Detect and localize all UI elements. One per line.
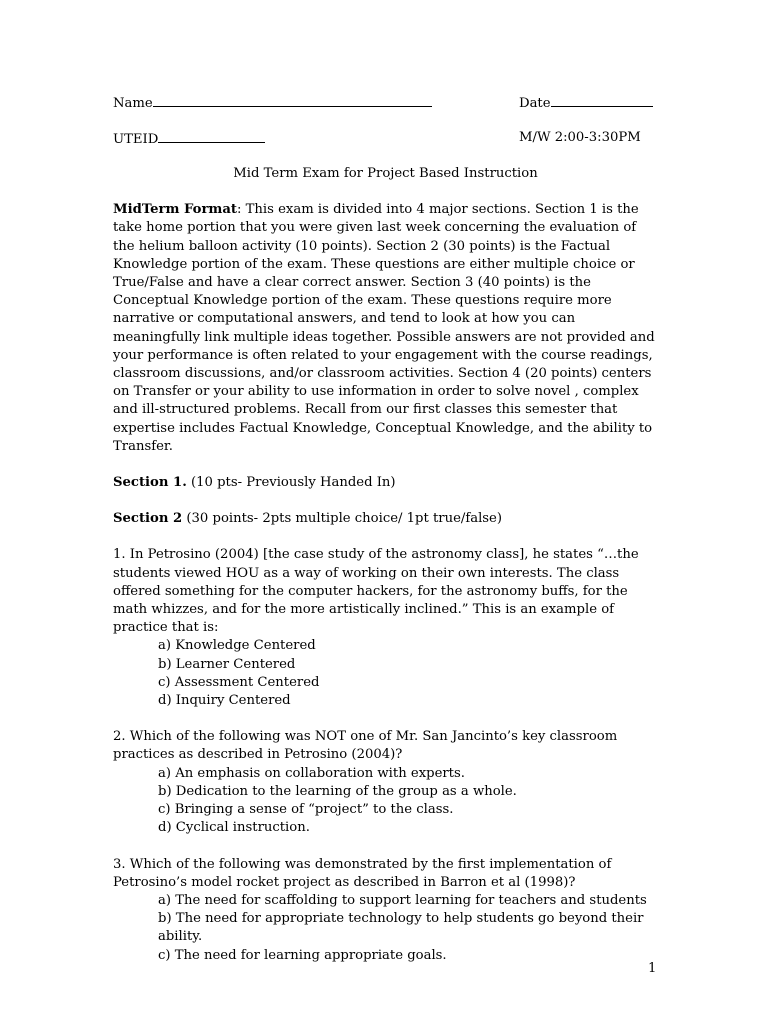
date-field: [519, 93, 653, 113]
question-3-option-c: c) The need for learning appropriate goals.: [158, 947, 447, 963]
uteid-field: [113, 129, 265, 149]
uteid-schedule-row: [113, 129, 658, 147]
question-2-option-a: a) An emphasis on collaboration with experts.: [158, 765, 465, 781]
format-paragraph: [113, 201, 658, 456]
format-text: : This exam is divided into 4 major sections. Section 1 is the take home portion that you were given last week concerning the evaluation of the helium balloon activity (10 points). Section 2 (30 points) is the Factual Knowledge portion of the exam. These questions are either multiple choice or True/False and have a clear correct answer. Section 3 (40 points) is the Conceptual Knowledge portion of the exam. These questions require more narrative or computational answers, and tend to look at how you can meaningfully link multiple ideas together. Possible answers are not provided and your performance is often related to your engagement with the course readings, classroom discussions, and/or classroom activities. Section 4 (20 points) centers on Transfer or your ability to use information in order to solve novel , complex and ill-structured problems. Recall from our first classes this semester that expertise includes Factual Knowledge, Conceptual Knowledge, and the ability to Transfer.: [113, 202, 655, 454]
exam-page: [113, 93, 658, 983]
name-field: [113, 93, 432, 113]
format-label: MidTerm Format: [113, 202, 237, 218]
question-1: [113, 546, 658, 710]
section-1-text: (10 pts- Previously Handed In): [186, 475, 396, 491]
uteid-label: UTEID: [113, 132, 159, 147]
section-2-heading: [113, 510, 658, 528]
page-number: 1: [648, 961, 657, 976]
question-1-option-d: d) Inquiry Centered: [158, 693, 291, 709]
section-1-label: Section 1.: [113, 475, 187, 491]
section-2-text: (30 points- 2pts multiple choice/ 1pt true/false): [182, 511, 503, 527]
question-2-options: [113, 765, 658, 838]
question-1-options: [113, 637, 658, 710]
question-2: [113, 728, 658, 837]
date-blank-line: [551, 93, 653, 107]
question-3-option-a: a) The need for scaffolding to support learning for teachers and students: [158, 892, 647, 908]
question-1-option-b: b) Learner Centered: [158, 656, 296, 672]
name-blank-line: [153, 93, 432, 107]
section-2-label: Section 2: [113, 511, 183, 527]
question-3-options: [113, 892, 658, 965]
question-1-text: 1. In Petrosino (2004) [the case study of the astronomy class], he states “…the students viewed HOU as a way of working on their own interests. The class offered something for the computer hackers, for the astronomy buffs, for the math whizzes, and for the more artistically inclined.” This is an example of practice that is:: [113, 547, 639, 636]
section-1-heading: [113, 474, 658, 492]
name-date-row: [113, 93, 658, 111]
question-2-text: 2. Which of the following was NOT one of Mr. San Jancinto’s key classroom practices as described in Petrosino (2004)?: [113, 729, 618, 763]
question-1-option-a: a) Knowledge Centered: [158, 638, 316, 654]
question-2-option-d: d) Cyclical instruction.: [158, 820, 310, 836]
date-label: Date: [519, 96, 551, 111]
question-3-option-b: b) The need for appropriate technology to help students go beyond their ability.: [158, 911, 644, 945]
uteid-blank-line: [158, 129, 265, 143]
question-3: [113, 856, 658, 965]
question-1-option-c: c) Assessment Centered: [158, 674, 320, 690]
question-3-text: 3. Which of the following was demonstrated by the first implementation of Petrosino’s model rocket project as described in Barron et al (1998)?: [113, 856, 612, 890]
exam-title: Mid Term Exam for Project Based Instruction: [233, 166, 538, 181]
class-schedule: M/W 2:00-3:30PM: [519, 130, 641, 145]
question-2-option-c: c) Bringing a sense of “project” to the class.: [158, 802, 454, 818]
question-2-option-b: b) Dedication to the learning of the group as a whole.: [158, 783, 517, 799]
name-label: Name: [113, 96, 153, 111]
